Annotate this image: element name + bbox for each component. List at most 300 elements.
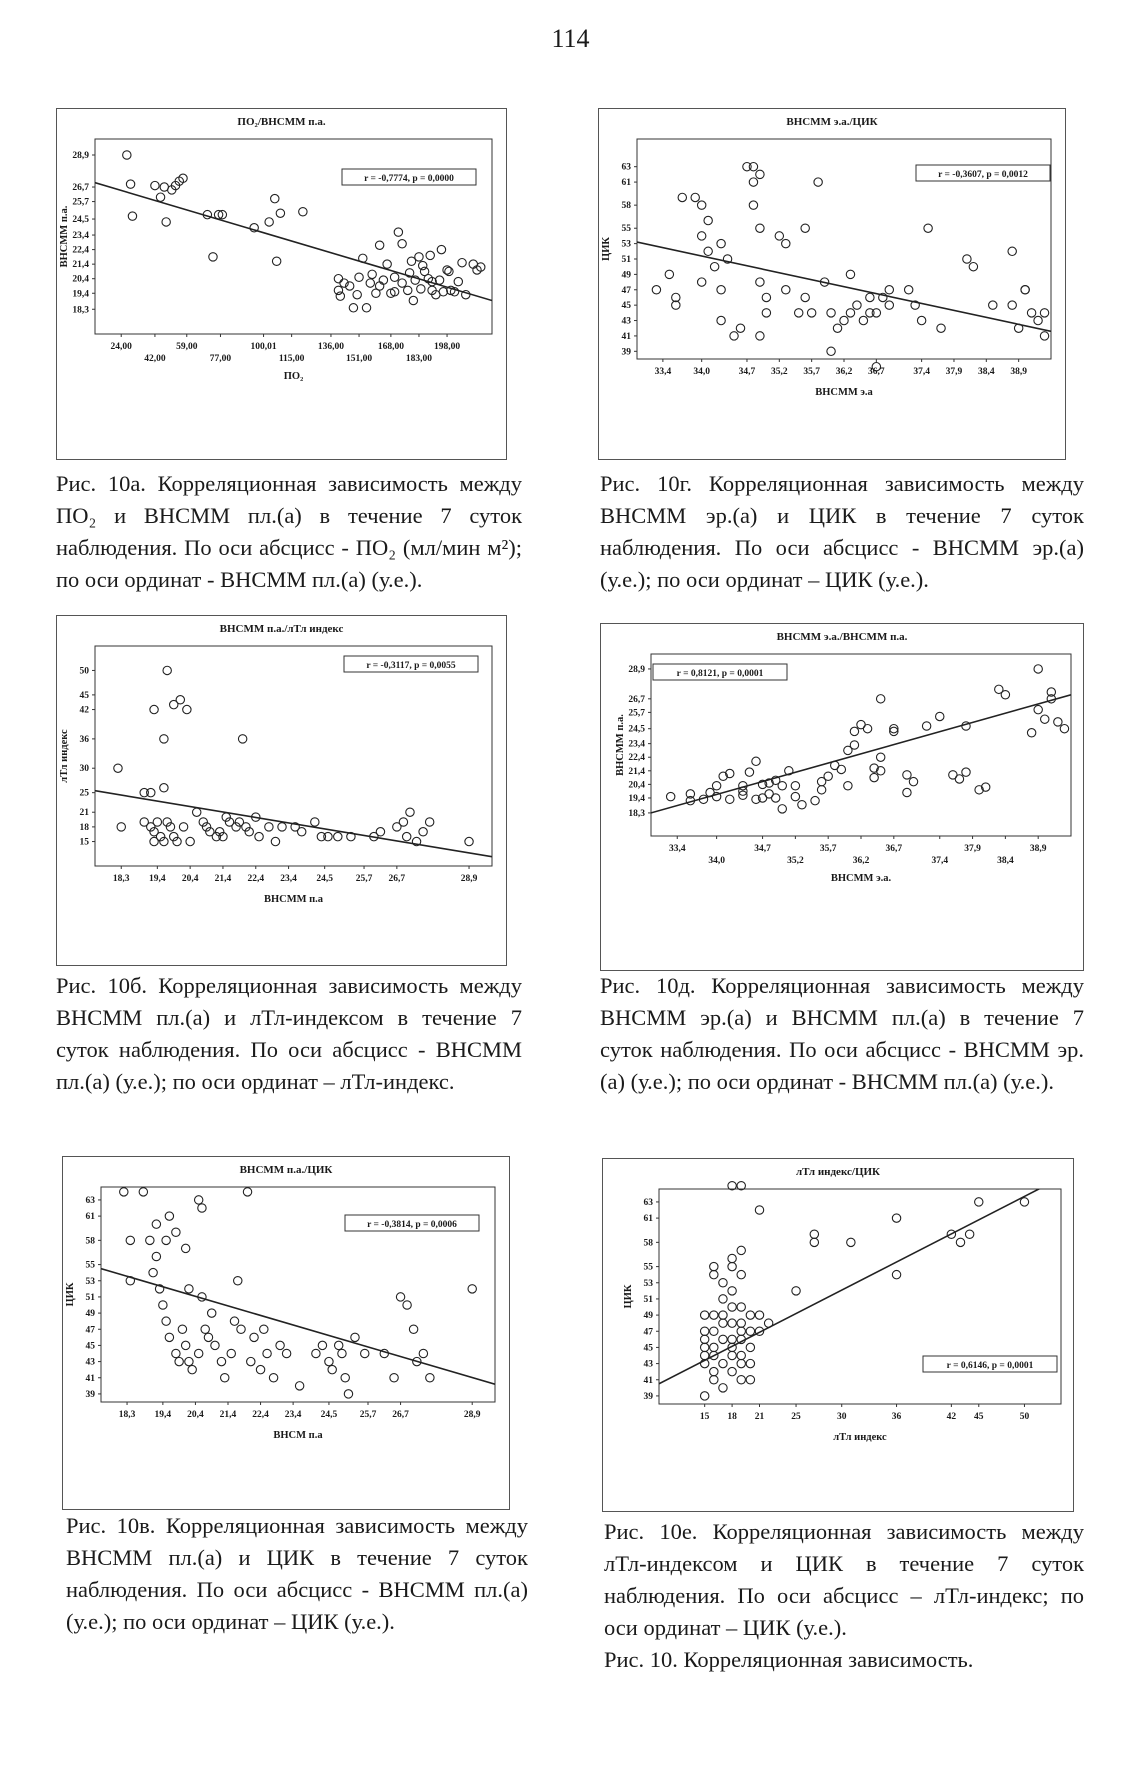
data-point bbox=[390, 273, 398, 281]
data-point bbox=[179, 823, 187, 831]
data-point bbox=[139, 1188, 147, 1196]
data-point bbox=[728, 1303, 736, 1311]
data-point bbox=[147, 788, 155, 796]
x-tick-label: 24,00 bbox=[110, 342, 132, 352]
data-point bbox=[426, 1374, 434, 1382]
data-point bbox=[963, 255, 971, 263]
data-point bbox=[458, 258, 466, 266]
x-tick-label: 23,4 bbox=[280, 874, 297, 884]
x-tick-label: 183,00 bbox=[405, 354, 433, 364]
x-tick-label: 35,7 bbox=[819, 844, 837, 854]
x-axis-label: ВНСММ э.а bbox=[815, 387, 873, 398]
y-tick-label: 61 bbox=[85, 1212, 95, 1223]
data-point bbox=[717, 239, 725, 247]
data-point bbox=[955, 775, 963, 783]
y-tick-label: 18,3 bbox=[72, 305, 89, 316]
data-point bbox=[396, 1293, 404, 1301]
data-point bbox=[243, 1188, 251, 1196]
x-tick-label: 37,9 bbox=[945, 367, 963, 377]
data-point bbox=[876, 695, 884, 703]
caption-10v: Рис. 10в. Корреляционная зависимость между ВНСММ пл.(а) и ЦИК в течение 7 суток наблюдения. По оси абсцисс - ВНСММ пл.(а) (у.е.); по оси ординат – ЦИК (у.е.). bbox=[66, 1513, 528, 1634]
data-point bbox=[172, 1228, 180, 1236]
data-point bbox=[419, 261, 427, 269]
data-point bbox=[719, 1384, 727, 1392]
data-point bbox=[163, 666, 171, 674]
data-point bbox=[198, 1204, 206, 1212]
correlation-label: r = -0,3117, p = 0,0055 bbox=[366, 661, 456, 671]
data-point bbox=[149, 1268, 157, 1276]
caption-10d: Рис. 10д. Корреляционная зависимость между ВНСММ эр.(а) и ВНСММ пл.(а) в течение 7 суток наблюдения. По оси абсцисс - ВНСММ эр.(а) (у.е.); по оси ординат - ВНСММ пл.(а) (у.е.). bbox=[600, 973, 1084, 1094]
data-point bbox=[276, 1341, 284, 1349]
correlation-label: r = 0,6146, p = 0,0001 bbox=[946, 1361, 1034, 1371]
chart-title: ВНСММ п.а./лТл индекс bbox=[219, 623, 344, 635]
data-point bbox=[853, 301, 861, 309]
data-point bbox=[398, 240, 406, 248]
y-axis-label: ВНСММ п.а. bbox=[59, 205, 70, 268]
data-point bbox=[338, 1349, 346, 1357]
y-tick-label: 15 bbox=[79, 837, 89, 848]
y-tick-label: 19,4 bbox=[72, 289, 89, 300]
data-point bbox=[227, 1349, 235, 1357]
data-point bbox=[810, 1230, 818, 1238]
data-point bbox=[126, 180, 134, 188]
data-point bbox=[344, 1390, 352, 1398]
y-tick-label: 22,4 bbox=[72, 245, 89, 256]
data-point bbox=[956, 1238, 964, 1246]
data-point bbox=[324, 832, 332, 840]
y-tick-label: 51 bbox=[643, 1294, 653, 1305]
y-tick-label: 55 bbox=[643, 1262, 653, 1273]
data-point bbox=[746, 1376, 754, 1384]
data-point bbox=[126, 1236, 134, 1244]
data-point bbox=[153, 818, 161, 826]
data-point bbox=[700, 1327, 708, 1335]
data-point bbox=[870, 773, 878, 781]
chart-title: лТл индекс/ЦИК bbox=[795, 1166, 881, 1178]
data-point bbox=[737, 1376, 745, 1384]
y-tick-label: 25,7 bbox=[628, 708, 645, 719]
data-point bbox=[892, 1214, 900, 1222]
data-point bbox=[814, 178, 822, 186]
y-tick-label: 50 bbox=[79, 666, 89, 677]
data-point bbox=[178, 1325, 186, 1333]
data-point bbox=[402, 832, 410, 840]
x-tick-label: 36,2 bbox=[835, 367, 853, 377]
y-tick-label: 18 bbox=[79, 822, 89, 833]
data-point bbox=[807, 309, 815, 317]
data-point bbox=[368, 270, 376, 278]
y-tick-label: 21,4 bbox=[628, 766, 645, 777]
data-point bbox=[295, 1382, 303, 1390]
chart-10d bbox=[601, 624, 1083, 970]
y-tick-label: 42 bbox=[79, 705, 89, 716]
data-point bbox=[204, 1333, 212, 1341]
data-point bbox=[454, 277, 462, 285]
plot-frame bbox=[95, 646, 492, 866]
x-tick-label: 35,7 bbox=[803, 367, 820, 377]
data-point bbox=[282, 1349, 290, 1357]
data-point bbox=[152, 1252, 160, 1260]
data-point bbox=[909, 777, 917, 785]
data-point bbox=[962, 768, 970, 776]
data-point bbox=[1020, 1198, 1028, 1206]
caption-10g: Рис. 10г. Корреляционная зависимость между ВНСММ эр.(а) и ЦИК в течение 7 суток наблюдения. По оси абсцисс - ВНСММ эр.(а) (у.е.); по оси ординат – ЦИК (у.е.). bbox=[600, 471, 1084, 592]
data-point bbox=[1014, 324, 1022, 332]
data-point bbox=[737, 1359, 745, 1367]
data-point bbox=[265, 823, 273, 831]
data-point bbox=[840, 316, 848, 324]
data-point bbox=[782, 286, 790, 294]
data-point bbox=[749, 201, 757, 209]
data-point bbox=[700, 1392, 708, 1400]
data-point bbox=[672, 293, 680, 301]
data-point bbox=[717, 286, 725, 294]
data-point bbox=[710, 262, 718, 270]
correlation-label: r = -0,3607, p = 0,0012 bbox=[938, 170, 1028, 180]
x-tick-label: 198,00 bbox=[433, 342, 461, 352]
chart-10v bbox=[63, 1157, 509, 1509]
y-tick-label: 23,4 bbox=[628, 739, 645, 750]
data-point bbox=[700, 1351, 708, 1359]
correlation-label: r = -0,7774, p = 0,0000 bbox=[364, 174, 454, 184]
regression-line bbox=[101, 1269, 495, 1385]
x-tick-label: 37,9 bbox=[964, 844, 981, 854]
x-tick-label: 20,4 bbox=[187, 1410, 204, 1420]
data-point bbox=[704, 216, 712, 224]
x-tick-label: 36,7 bbox=[868, 367, 885, 377]
data-point bbox=[271, 194, 279, 202]
x-tick-label: 59,00 bbox=[176, 342, 198, 352]
x-tick-label: 151,00 bbox=[345, 354, 373, 364]
data-point bbox=[353, 291, 361, 299]
y-axis-label: ВНСММ п.а. bbox=[615, 714, 626, 776]
x-tick-label: 25,7 bbox=[359, 1410, 377, 1420]
x-tick-label: 30 bbox=[836, 1412, 847, 1422]
data-point bbox=[791, 782, 799, 790]
data-point bbox=[230, 1317, 238, 1325]
data-point bbox=[762, 293, 770, 301]
figure-10e bbox=[602, 1158, 1074, 1512]
data-point bbox=[962, 722, 970, 730]
data-point bbox=[390, 1374, 398, 1382]
data-point bbox=[336, 292, 344, 300]
data-point bbox=[827, 347, 835, 355]
x-tick-label: 38,4 bbox=[978, 367, 995, 377]
data-point bbox=[437, 245, 445, 253]
data-point bbox=[334, 832, 342, 840]
x-tick-label: 25 bbox=[791, 1412, 801, 1422]
figure-10v bbox=[62, 1156, 510, 1510]
y-tick-label: 39 bbox=[643, 1391, 653, 1402]
data-point bbox=[351, 1333, 359, 1341]
data-point bbox=[162, 1317, 170, 1325]
data-point bbox=[160, 784, 168, 792]
data-point bbox=[746, 1359, 754, 1367]
data-point bbox=[746, 1311, 754, 1319]
x-tick-label: 100,01 bbox=[250, 342, 277, 352]
data-point bbox=[152, 1220, 160, 1228]
correlation-label: r = 0,8121, p = 0,0001 bbox=[676, 669, 764, 679]
data-point bbox=[247, 1357, 255, 1365]
x-tick-label: 33,4 bbox=[654, 367, 672, 377]
data-point bbox=[937, 324, 945, 332]
data-point bbox=[404, 286, 412, 294]
y-tick-label: 41 bbox=[621, 331, 631, 342]
data-point bbox=[737, 1303, 745, 1311]
y-tick-label: 63 bbox=[643, 1197, 653, 1208]
data-point bbox=[837, 765, 845, 773]
y-tick-label: 61 bbox=[643, 1214, 653, 1225]
y-tick-label: 45 bbox=[643, 1343, 653, 1354]
data-point bbox=[666, 792, 674, 800]
y-tick-label: 25,7 bbox=[72, 197, 89, 208]
data-point bbox=[755, 1311, 763, 1319]
y-tick-label: 39 bbox=[621, 347, 631, 358]
data-point bbox=[863, 725, 871, 733]
data-point bbox=[445, 267, 453, 275]
data-point bbox=[362, 304, 370, 312]
data-point bbox=[1027, 729, 1035, 737]
final-caption: Рис. 10. Корреляционная зависимость. bbox=[604, 1647, 974, 1672]
data-point bbox=[114, 764, 122, 772]
x-tick-label: 34,0 bbox=[693, 367, 710, 377]
x-tick-label: 34,7 bbox=[738, 367, 756, 377]
x-axis-label: ВНСММ э.а. bbox=[830, 873, 892, 884]
figure-10b bbox=[56, 615, 507, 966]
figure-10g bbox=[598, 108, 1066, 460]
y-tick-label: 49 bbox=[85, 1309, 95, 1320]
x-tick-label: 15 bbox=[699, 1412, 710, 1422]
data-point bbox=[186, 837, 194, 845]
data-point bbox=[737, 1351, 745, 1359]
data-point bbox=[756, 332, 764, 340]
data-point bbox=[798, 801, 806, 809]
data-point bbox=[866, 293, 874, 301]
data-point bbox=[737, 1319, 745, 1327]
data-point bbox=[850, 727, 858, 735]
y-tick-label: 58 bbox=[643, 1238, 653, 1249]
data-point bbox=[415, 253, 423, 261]
data-point bbox=[847, 1238, 855, 1246]
data-point bbox=[903, 788, 911, 796]
x-tick-label: 26,7 bbox=[388, 874, 406, 884]
data-point bbox=[749, 162, 757, 170]
data-point bbox=[146, 1236, 154, 1244]
y-tick-label: 24,5 bbox=[628, 724, 645, 735]
data-point bbox=[700, 1343, 708, 1351]
x-tick-label: 38,9 bbox=[1010, 367, 1027, 377]
data-point bbox=[318, 1341, 326, 1349]
data-point bbox=[885, 286, 893, 294]
data-point bbox=[846, 270, 854, 278]
y-tick-label: 51 bbox=[85, 1292, 95, 1303]
data-point bbox=[375, 241, 383, 249]
data-point bbox=[272, 257, 280, 265]
data-point bbox=[704, 247, 712, 255]
data-point bbox=[409, 1325, 417, 1333]
data-point bbox=[160, 735, 168, 743]
data-point bbox=[1041, 715, 1049, 723]
data-point bbox=[269, 1374, 277, 1382]
x-tick-label: 37,4 bbox=[931, 856, 949, 866]
y-tick-label: 58 bbox=[85, 1236, 95, 1247]
data-point bbox=[771, 794, 779, 802]
data-point bbox=[1060, 725, 1068, 733]
chart-title: ВНСММ э.а./ЦИК bbox=[786, 116, 878, 128]
data-point bbox=[1008, 247, 1016, 255]
data-point bbox=[1034, 705, 1042, 713]
data-point bbox=[234, 1277, 242, 1285]
data-point bbox=[175, 1357, 183, 1365]
data-point bbox=[176, 696, 184, 704]
data-point bbox=[194, 1349, 202, 1357]
x-tick-label: 33,4 bbox=[668, 844, 686, 854]
data-point bbox=[409, 296, 417, 304]
data-point bbox=[380, 1349, 388, 1357]
plot-frame bbox=[95, 139, 492, 334]
y-tick-label: 28,9 bbox=[628, 664, 645, 675]
data-point bbox=[936, 712, 944, 720]
data-point bbox=[238, 735, 246, 743]
x-tick-label: 23,4 bbox=[284, 1410, 302, 1420]
data-point bbox=[181, 1341, 189, 1349]
data-point bbox=[255, 832, 263, 840]
x-tick-label: 35,2 bbox=[771, 367, 788, 377]
data-point bbox=[712, 782, 720, 790]
data-point bbox=[276, 209, 284, 217]
data-point bbox=[462, 291, 470, 299]
data-point bbox=[833, 324, 841, 332]
y-axis-label: лТл индекс bbox=[59, 729, 70, 783]
data-point bbox=[844, 782, 852, 790]
data-point bbox=[719, 1335, 727, 1343]
data-point bbox=[817, 786, 825, 794]
data-point bbox=[719, 1319, 727, 1327]
data-point bbox=[762, 309, 770, 317]
data-point bbox=[736, 324, 744, 332]
y-tick-label: 58 bbox=[621, 201, 631, 212]
chart-10a bbox=[57, 109, 506, 459]
y-tick-label: 49 bbox=[643, 1311, 653, 1322]
y-tick-label: 45 bbox=[85, 1341, 95, 1352]
data-point bbox=[746, 1343, 754, 1351]
data-point bbox=[185, 1285, 193, 1293]
data-point bbox=[465, 837, 473, 845]
x-tick-label: 168,00 bbox=[377, 342, 404, 352]
data-point bbox=[237, 1325, 245, 1333]
data-point bbox=[752, 757, 760, 765]
figure-10d bbox=[600, 623, 1084, 971]
y-tick-label: 53 bbox=[85, 1276, 95, 1287]
data-point bbox=[710, 1327, 718, 1335]
data-point bbox=[185, 1357, 193, 1365]
data-point bbox=[162, 1236, 170, 1244]
y-tick-label: 43 bbox=[85, 1357, 95, 1368]
data-point bbox=[859, 316, 867, 324]
data-point bbox=[407, 257, 415, 265]
caption-10e: Рис. 10е. Корреляционная зависимость между лТл-индексом и ЦИК в течение 7 суток наблюдения. По оси абсцисс – лТл-индекс; по оси ординат – ЦИК (у.е.). bbox=[604, 1519, 1084, 1640]
figure-10a bbox=[56, 108, 507, 460]
y-tick-label: 22,4 bbox=[628, 753, 645, 764]
data-point bbox=[745, 768, 753, 776]
x-axis-label: ВНСММ п.а bbox=[263, 894, 324, 905]
x-tick-label: 21 bbox=[754, 1412, 765, 1422]
data-point bbox=[435, 276, 443, 284]
data-point bbox=[383, 260, 391, 268]
data-point bbox=[697, 232, 705, 240]
regression-line bbox=[95, 183, 492, 301]
data-point bbox=[417, 285, 425, 293]
y-tick-label: 49 bbox=[621, 270, 631, 281]
data-point bbox=[311, 818, 319, 826]
data-point bbox=[792, 1287, 800, 1295]
data-point bbox=[827, 309, 835, 317]
y-tick-label: 25 bbox=[79, 788, 89, 799]
data-point bbox=[398, 279, 406, 287]
data-point bbox=[892, 1270, 900, 1278]
data-point bbox=[211, 1341, 219, 1349]
data-point bbox=[123, 151, 131, 159]
data-point bbox=[128, 212, 136, 220]
data-point bbox=[366, 279, 374, 287]
y-tick-label: 41 bbox=[643, 1375, 653, 1386]
data-point bbox=[403, 1301, 411, 1309]
data-point bbox=[737, 1270, 745, 1278]
x-tick-label: 37,4 bbox=[913, 367, 930, 377]
x-tick-label: 77,00 bbox=[209, 354, 232, 364]
data-point bbox=[328, 1365, 336, 1373]
data-point bbox=[778, 782, 786, 790]
y-tick-label: 47 bbox=[85, 1325, 95, 1336]
data-point bbox=[728, 1351, 736, 1359]
chart-10b bbox=[57, 616, 506, 965]
data-point bbox=[406, 808, 414, 816]
data-point bbox=[1040, 332, 1048, 340]
data-point bbox=[737, 1246, 745, 1254]
y-tick-label: 26,7 bbox=[72, 183, 89, 194]
x-tick-label: 38,9 bbox=[1029, 844, 1047, 854]
y-tick-label: 19,4 bbox=[628, 793, 645, 804]
data-point bbox=[846, 309, 854, 317]
data-point bbox=[756, 278, 764, 286]
data-point bbox=[728, 1287, 736, 1295]
x-tick-label: 18 bbox=[727, 1412, 737, 1422]
x-tick-label: 18,3 bbox=[112, 874, 130, 884]
data-point bbox=[250, 1333, 258, 1341]
data-point bbox=[298, 828, 306, 836]
data-point bbox=[1034, 316, 1042, 324]
data-point bbox=[710, 1376, 718, 1384]
x-tick-label: 19,4 bbox=[154, 1410, 172, 1420]
data-point bbox=[652, 286, 660, 294]
data-point bbox=[1040, 309, 1048, 317]
y-tick-label: 51 bbox=[621, 255, 631, 265]
y-tick-label: 23,4 bbox=[72, 231, 89, 242]
y-tick-label: 39 bbox=[85, 1389, 95, 1400]
data-point bbox=[710, 1343, 718, 1351]
x-tick-label: 25,7 bbox=[355, 874, 373, 884]
data-point bbox=[719, 1359, 727, 1367]
x-tick-label: 38,4 bbox=[997, 856, 1014, 866]
caption-10a: Рис. 10а. Корреляционная зависимость между ПО₂ и ВНСММ пл.(а) в течение 7 суток наблюдения. По оси абсцисс - ПО₂ (мл/мин м²); по оси ординат - ВНСММ пл.(а) (у.е.). bbox=[56, 471, 522, 592]
data-point bbox=[1027, 309, 1035, 317]
chart-10e bbox=[603, 1159, 1073, 1511]
data-point bbox=[376, 828, 384, 836]
data-point bbox=[904, 286, 912, 294]
data-point bbox=[975, 1198, 983, 1206]
data-point bbox=[726, 795, 734, 803]
y-tick-label: 30 bbox=[79, 764, 89, 775]
